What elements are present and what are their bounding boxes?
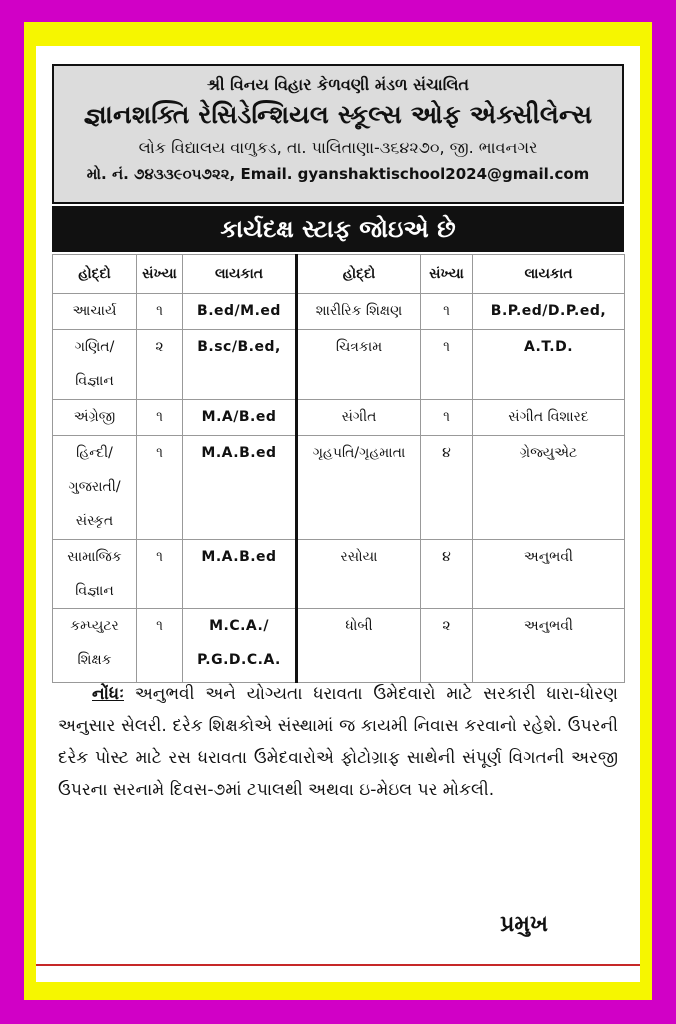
contact-line: મો. નં. ૭૪૩૩૯૦૫૭૨૨, Email. gyanshaktischool2024@gmail.com [86, 165, 590, 183]
note-paragraph [58, 678, 618, 806]
qualification-cell: M.A/B.ed [183, 400, 297, 436]
header-box [52, 64, 624, 204]
col-header-post: હોદ્દો [53, 255, 137, 294]
staff-wanted-banner: કાર્યદક્ષ સ્ટાફ જોઇએ છે [52, 206, 624, 252]
post-cell: આચાર્ય [53, 294, 137, 330]
note-label: નોંધઃ [92, 684, 124, 704]
table-row [53, 294, 625, 330]
count-cell: ૧ [137, 400, 183, 436]
qualification-cell: A.T.D. [473, 330, 625, 400]
table-row [53, 609, 625, 683]
col-header-count: સંખ્યા [421, 255, 473, 294]
count-cell: ૨ [137, 330, 183, 400]
note-text: અનુભવી અને યોગ્યતા ધરાવતા ઉમેદવારો માટે સરકારી ધારા-ધોરણ અનુસાર સેલરી. દરેક શિક્ષકોએ સંસ્થામાં જ કાયમી નિવાસ કરવાનો રહેશે. ઉપરની દરેક પોસ્ટ માટે રસ ધરાવતા ઉમેદવારોએ ફોટોગ્રાફ સાથેની સંપૂર્ણ વિગતની અરજી ઉપરના સરનામે દિવસ-૭માં ટપાલથી અથવા ઇ-મેઇલ પર મોકલી. [58, 684, 619, 800]
signature-president: પ્રમુખ [500, 912, 548, 937]
post-cell: અંગ્રેજી [53, 400, 137, 436]
post-cell: રસોયા [297, 540, 421, 609]
qualification-cell: M.A.B.ed [183, 436, 297, 540]
count-cell: ૪ [421, 540, 473, 609]
qualification-cell: M.A.B.ed [183, 540, 297, 609]
post-cell: સામાજિક વિજ્ઞાન [53, 540, 137, 609]
post-cell: સંગીત [297, 400, 421, 436]
school-name: જ્ઞાનશક્તિ રેસિડેન્શિયલ સ્કૂલ્સ ઓફ એક્સીલેન્સ [83, 100, 593, 129]
qualification-cell: B.ed/M.ed [183, 294, 297, 330]
table-row [53, 540, 625, 609]
post-cell: ચિત્રકામ [297, 330, 421, 400]
col-header-count: સંખ્યા [137, 255, 183, 294]
table-row [53, 436, 625, 540]
count-cell: ૧ [421, 294, 473, 330]
post-cell: શારીરિક શિક્ષણ [297, 294, 421, 330]
post-cell: ગૃહપતિ/ગૃહમાતા [297, 436, 421, 540]
post-cell: ધોબી [297, 609, 421, 683]
count-cell: ૧ [137, 609, 183, 683]
bottom-divider [36, 964, 640, 966]
count-cell: ૧ [421, 330, 473, 400]
qualification-cell: અનુભવી [473, 540, 625, 609]
post-cell: કમ્પ્યુટર શિક્ષક [53, 609, 137, 683]
advertisement-page [36, 46, 640, 982]
count-cell: ૪ [421, 436, 473, 540]
count-cell: ૧ [137, 294, 183, 330]
count-cell: ૧ [137, 436, 183, 540]
table-header-row [53, 255, 625, 294]
count-cell: ૧ [421, 400, 473, 436]
qualification-cell: ગ્રેજ્યુએટ [473, 436, 625, 540]
qualification-cell: B.P.ed/D.P.ed, [473, 294, 625, 330]
trust-name: શ્રી વિનય વિહાર કેળવણી મંડળ સંચાલિત [206, 75, 470, 94]
qualification-cell: અનુભવી [473, 609, 625, 683]
qualification-cell: B.sc/B.ed, [183, 330, 297, 400]
post-cell: હિન્દી/ ગુજરાતી/ સંસ્કૃત [53, 436, 137, 540]
school-address: લોક વિદ્યાલય વાળુકડ, તા. પાલિતાણા-૩૬૪૨૭૦, જી. ભાવનગર [138, 138, 538, 157]
col-header-post: હોદ્દો [297, 255, 421, 294]
staff-table [52, 254, 625, 683]
post-cell: ગણિત/ વિજ્ઞાન [53, 330, 137, 400]
count-cell: ૧ [137, 540, 183, 609]
qualification-cell: M.C.A./ P.G.D.C.A. [183, 609, 297, 683]
col-header-qualification: લાયકાત [473, 255, 625, 294]
table-row [53, 400, 625, 436]
qualification-cell: સંગીત વિશારદ [473, 400, 625, 436]
count-cell: ૨ [421, 609, 473, 683]
table-row [53, 330, 625, 400]
col-header-qualification: લાયકાત [183, 255, 297, 294]
